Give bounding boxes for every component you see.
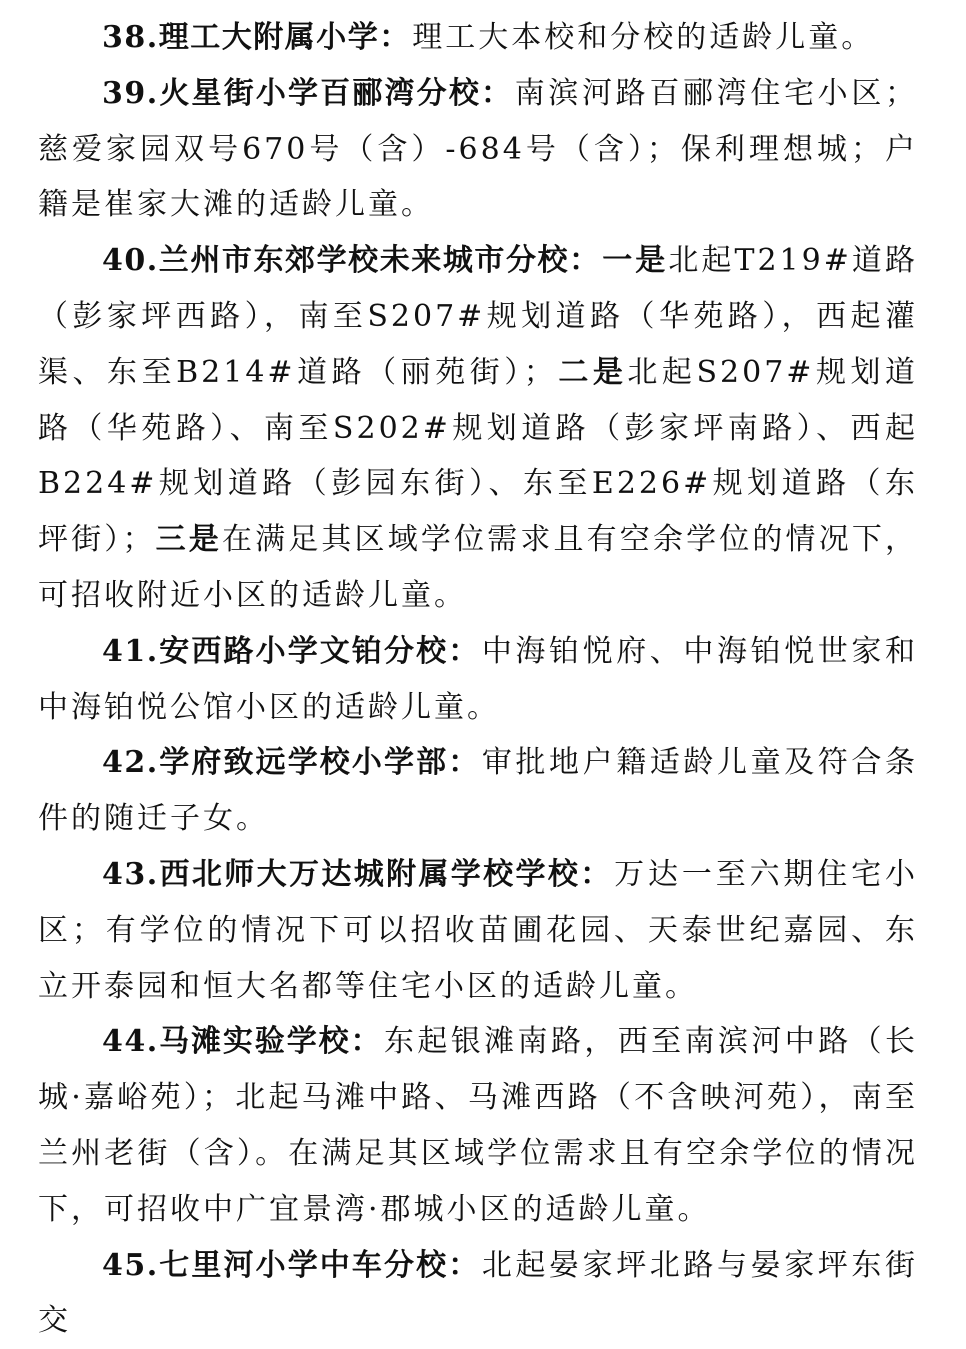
school-entry (38, 735, 918, 847)
title-colon: ： (379, 20, 413, 55)
school-entry (38, 1014, 918, 1237)
title-colon: ： (580, 856, 615, 892)
title-colon: ： (481, 75, 515, 111)
document-page (38, 10, 918, 1349)
district-description: 审批地户籍适龄儿童及符合条件的随迁子女。 (38, 745, 919, 837)
school-entry (38, 624, 918, 736)
district-description: 南滨河路百郦湾住宅小区；慈爱家园双号670号（含）-684号（含）；保利理想城；户籍是崔家大滩的适龄儿童。 (38, 75, 919, 223)
district-description: 北起晏家坪北路与晏家坪东街交 (38, 1247, 919, 1339)
title-colon: ： (448, 633, 482, 669)
title-colon: ： (350, 1024, 384, 1060)
school-name: 39.火星街小学百郦湾分校 (102, 75, 482, 111)
district-description: 万达一至六期住宅小区；有学位的情况下可以招收苗圃花园、天泰世纪嘉园、东立开泰园和恒大名都等住宅小区的适龄儿童。 (38, 856, 919, 1004)
school-entry (38, 10, 918, 66)
district-description: 东起银滩南路，西至南滨河中路（长城·嘉峪苑）；北起马滩中路、马滩西路（不含映河苑），南至兰州老街（含）。在满足其区域学位需求且有空余学位的情况下，可招收中广宜景湾·郡城小区的适龄儿童。 (38, 1024, 919, 1227)
school-name: 45.七里河小学中车分校 (102, 1247, 449, 1283)
school-entry (38, 1238, 918, 1349)
district-description: 在满足其区域学位需求且有空余学位的情况下，可招收附近小区的适龄儿童。 (38, 522, 919, 613)
school-entry (38, 233, 918, 624)
school-name: 40.兰州市东郊学校未来城市分校 (102, 243, 570, 279)
title-colon: ： (448, 745, 482, 781)
district-description: 北起T219#道路（彭家坪西路），南至S207#规划道路（华苑路），西起灌渠、东至B214#道路（丽苑街）； (38, 243, 918, 390)
school-name: 38.理工大附属小学 (102, 20, 380, 55)
school-name: 44.马滩实验学校 (102, 1024, 351, 1060)
item-label: 一是 (602, 243, 669, 279)
item-label: 二是 (556, 354, 628, 390)
district-description: 中海铂悦府、中海铂悦世家和中海铂悦公馆小区的适龄儿童。 (38, 633, 919, 725)
school-name: 42.学府致远学校小学部 (102, 745, 449, 781)
school-entry (38, 66, 918, 233)
school-name: 43.西北师大万达城附属学校学校 (102, 856, 581, 892)
item-label: 三是 (155, 522, 222, 558)
title-colon: ： (448, 1247, 482, 1283)
school-entry (38, 847, 918, 1014)
district-description: 理工大本校和分校的适龄儿童。 (412, 20, 875, 55)
title-colon: ： (569, 243, 603, 279)
school-district-list (38, 10, 918, 1349)
school-name: 41.安西路小学文铂分校 (102, 633, 449, 669)
district-description: 北起S207#规划道路（华苑路）、南至S202#规划道路（彭家坪南路）、西起B224#规划道路（彭园东街）、东至E226#规划道路（东坪街）； (38, 354, 919, 558)
